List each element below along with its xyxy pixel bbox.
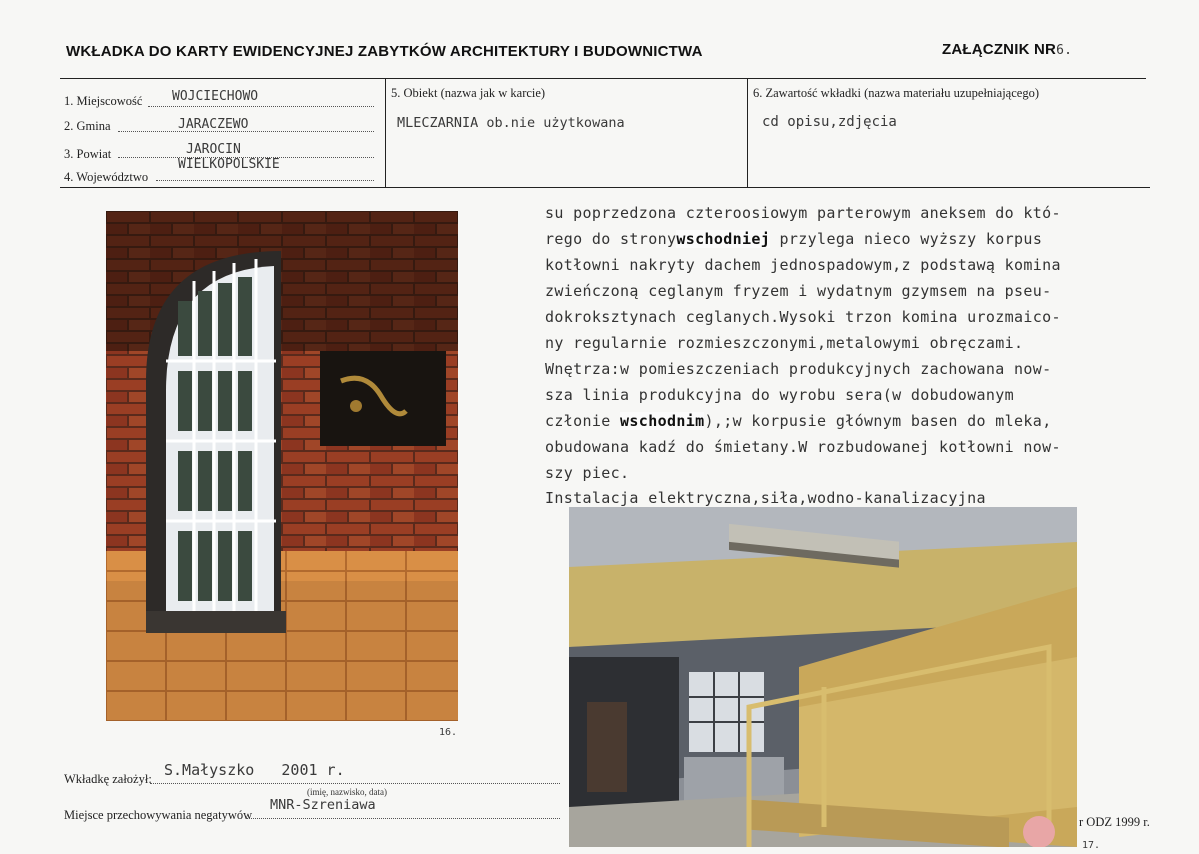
body-line-8: sza linia produkcyjna do wyrobu sera(w dobudowanym bbox=[545, 386, 1015, 404]
body-line-5: dokroksztynach ceglanych.Wysoki trzon komina urozmaico- bbox=[545, 308, 1061, 326]
storage-label: Miejsce przechowywania negatywów bbox=[64, 808, 253, 822]
miejscowosc-value: WOJCIECHOWO bbox=[172, 89, 259, 104]
object-label: 5. Obiekt (nazwa jak w karcie) bbox=[391, 86, 546, 100]
table-top-rule bbox=[60, 78, 1146, 79]
miejscowosc-label: 1. Miejscowość bbox=[64, 94, 143, 108]
author-value: S.Małyszko 2001 r. bbox=[164, 761, 345, 779]
body-line-7: Wnętrza:w pomieszczeniach produkcyjnych zachowana now- bbox=[545, 360, 1052, 378]
body-line-9-highlight: wschodnim bbox=[620, 412, 705, 430]
body-line-2-highlight: wschodniej bbox=[676, 230, 771, 248]
table-bottom-rule bbox=[60, 187, 1150, 188]
attachment-number: 6. bbox=[1056, 43, 1073, 58]
form-title: WKŁADKA DO KARTY EWIDENCYJNEJ ZABYTKÓW ARCHITEKTURY I BUDOWNICTWA bbox=[66, 43, 703, 60]
miejscowosc-dots bbox=[148, 106, 374, 107]
contents-label: 6. Zawartość wkładki (nazwa materiału uzupełniającego) bbox=[753, 86, 1039, 100]
body-line-2c: przylega nieco wyższy korpus bbox=[770, 230, 1043, 248]
photo-1-number: 16. bbox=[439, 727, 458, 738]
form-code: r ODZ 1999 r. bbox=[1079, 815, 1150, 829]
body-line-10: obudowana kadź do śmietany.W rozbudowanej kotłowni now- bbox=[545, 438, 1061, 456]
storage-value: MNR-Szreniawa bbox=[270, 797, 376, 813]
photo-brick-window bbox=[106, 211, 458, 721]
wojewodztwo-value: WIELKOPOLSKIE bbox=[178, 157, 280, 172]
body-line-6: ny regularnie rozmieszczonymi,metalowymi obręczami. bbox=[545, 334, 1024, 352]
photo-2-number: 17. bbox=[1082, 840, 1101, 851]
table-divider-2 bbox=[747, 78, 748, 188]
body-line-3: kotłowni nakryty dachem jednospadowym,z podstawą komina bbox=[545, 256, 1061, 274]
wojewodztwo-dots bbox=[156, 180, 374, 181]
body-line-2a: rego do strony bbox=[545, 230, 677, 248]
body-line-4: zwieńczoną ceglanym fryzem i wydatnym gzymsem na pseu- bbox=[545, 282, 1052, 300]
contents-value: cd opisu,zdjęcia bbox=[762, 114, 897, 130]
gmina-label: 2. Gmina bbox=[64, 119, 111, 133]
body-line-9c: ),;w korpusie głównym basen do mleka, bbox=[704, 412, 1052, 430]
photo-interior-image bbox=[569, 507, 1077, 847]
body-line-1: su poprzedzona czteroosiowym parterowym aneksem do któ- bbox=[545, 204, 1061, 222]
author-dots bbox=[150, 783, 560, 784]
photo-interior bbox=[569, 507, 1077, 847]
storage-dots bbox=[246, 818, 560, 819]
table-divider-1 bbox=[385, 78, 386, 188]
body-line-9a: członie bbox=[545, 412, 621, 430]
body-line-2 bbox=[545, 230, 1042, 248]
author-label: Wkładkę założył: bbox=[64, 772, 152, 786]
body-line-9 bbox=[545, 412, 1052, 430]
powiat-label: 3. Powiat bbox=[64, 147, 112, 161]
powiat-value: JAROCIN bbox=[186, 142, 241, 157]
photo-brick-window-image bbox=[106, 211, 458, 721]
attachment-label-text: ZAŁĄCZNIK NR bbox=[942, 41, 1057, 58]
wojewodztwo-label: 4. Województwo bbox=[64, 170, 149, 184]
gmina-value: JARACZEWO bbox=[178, 117, 249, 132]
attachment-label bbox=[942, 41, 1072, 58]
body-line-11: szy piec. bbox=[545, 464, 630, 482]
author-hint: (imię, nazwisko, data) bbox=[307, 787, 387, 797]
object-value: MLECZARNIA ob.nie użytkowana bbox=[397, 115, 625, 131]
body-line-12: Instalacja elektryczna,siła,wodno-kanalizacyjna bbox=[545, 489, 986, 507]
